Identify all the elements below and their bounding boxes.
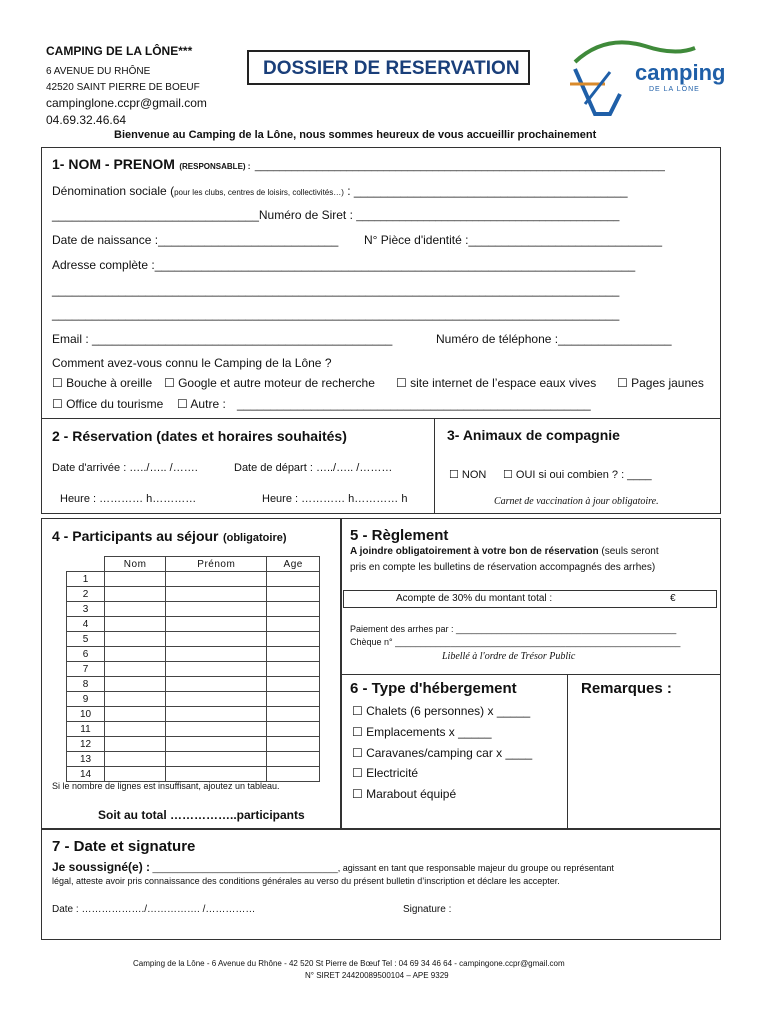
source-option-google[interactable]: ☐ Google et autre moteur de recherche [164,376,375,390]
participant-nom-cell[interactable] [105,647,166,662]
acompte-box[interactable] [343,590,717,608]
lodging-marabout[interactable]: ☐ Marabout équipé [352,787,457,801]
table-note: Si le nombre de lignes est insuffisant, ajoutez un tableau. [52,781,280,791]
section-1-title: 1- NOM - PRENOM (RESPONSABLE) : ___________________________________________________________________ [52,156,665,172]
source-option-word-of-mouth[interactable]: ☐ Bouche à oreille [52,376,153,390]
participant-row [67,722,320,737]
reglement-intro: A joindre obligatoirement à votre bon de réservation (seuls seront [350,546,659,557]
lodging-emplacements[interactable]: ☐ Emplacements x _____ [352,725,492,739]
participant-nom-cell[interactable] [105,677,166,692]
org-phone: 04.69.32.46.64 [46,113,127,127]
reglement-intro-2: pris en compte les bulletins de réservation accompagnés des arrhes) [350,562,656,573]
participant-age-cell[interactable] [267,737,320,752]
vaccination-note: Carnet de vaccination à jour obligatoire. [494,496,659,507]
participant-row [67,647,320,662]
id-piece-field[interactable]: N° Pièce d'identité :_____________________________ [364,233,663,247]
departure-date-field[interactable]: Date de départ : …../….. /……… [234,462,393,474]
section-4-title: 4 - Participants au séjour (obligatoire) [52,528,287,544]
source-option-website[interactable]: ☐ site internet de l’espace eaux vives [396,376,597,390]
section-2-title: 2 - Réservation (dates et horaires souhaités) [52,428,347,444]
arrival-date-field[interactable]: Date d'arrivée : …../….. /……. [52,462,198,474]
email-field[interactable]: Email : _____________________________________________ [52,332,393,346]
participant-row [67,617,320,632]
participant-age-cell[interactable] [267,572,320,587]
address-field[interactable]: Adresse complète :________________________________________________________________________ [52,258,636,272]
participant-nom-cell[interactable] [105,662,166,677]
participant-prenom-cell[interactable] [166,662,267,677]
participant-age-cell[interactable] [267,722,320,737]
denomination-field[interactable]: : _________________________________________ [347,184,628,198]
participant-nom-cell[interactable] [105,617,166,632]
participant-row [67,737,320,752]
participant-age-cell[interactable] [267,647,320,662]
participant-nom-cell[interactable] [105,587,166,602]
address-line-2[interactable]: _____________________________________________________________________________________ [52,283,620,297]
row-number: 11 [67,722,105,737]
lodging-caravanes[interactable]: ☐ Caravanes/camping car x ____ [352,746,533,760]
col-prenom: Prénom [166,557,267,572]
participant-age-cell[interactable] [267,767,320,782]
col-age: Age [267,557,320,572]
doc-title: DOSSIER DE RESERVATION [263,58,520,79]
row-number: 12 [67,737,105,752]
participant-nom-cell[interactable] [105,632,166,647]
participant-prenom-cell[interactable] [166,707,267,722]
currency-symbol: € [670,593,676,604]
participant-row [67,767,320,782]
participant-row [67,587,320,602]
payable-to: Libellé à l'ordre de Trésor Public [442,651,576,662]
participant-prenom-cell[interactable] [166,737,267,752]
doc-title-box [247,50,530,85]
row-number: 13 [67,752,105,767]
participant-nom-cell[interactable] [105,572,166,587]
remarks-box[interactable] [567,674,721,829]
source-other-field[interactable]: _____________________________________________________ [237,397,591,411]
participant-prenom-cell[interactable] [166,602,267,617]
participant-prenom-cell[interactable] [166,647,267,662]
participant-prenom-cell[interactable] [166,572,267,587]
participant-prenom-cell[interactable] [166,677,267,692]
footer-line-1: Camping de la Lône - 6 Avenue du Rhône - 42 520 St Pierre de Bœuf Tel : 04 69 34 46 64 - campingone.ccpr@gmail.com [133,959,565,968]
welcome-text: Bienvenue au Camping de la Lône, nous sommes heureux de vous accueillir prochainement [114,129,597,141]
signature-date-field[interactable]: Date : ………………./……………. /…………… [52,904,256,915]
participants-header-row [67,557,320,572]
camping-logo [565,34,725,124]
participant-prenom-cell[interactable] [166,692,267,707]
participant-nom-cell[interactable] [105,692,166,707]
participant-nom-cell[interactable] [105,752,166,767]
declaration-line-1: Je soussigné(e) : _____________________________________, agissant en tant que responsable majeur du groupe ou représentant [52,860,614,874]
address-line-3[interactable]: _____________________________________________________________________________________ [52,307,620,321]
corner-cell [67,557,105,572]
participant-nom-cell[interactable] [105,602,166,617]
declaration-line-2: légal, atteste avoir pris connaissance des conditions générales au verso du présent bulletin d’inscription et déclare les accepter. [52,876,560,886]
row-number: 8 [67,677,105,692]
remarks-title: Remarques : [581,680,672,697]
participant-age-cell[interactable] [267,677,320,692]
signature-field[interactable]: Signature : [403,904,452,915]
row-number: 2 [67,587,105,602]
pets-no-checkbox[interactable]: ☐ NON [449,469,487,481]
participant-nom-cell[interactable] [105,767,166,782]
row-number: 6 [67,647,105,662]
lodging-electricite[interactable]: ☐ Electricité [352,766,419,780]
acompte-label: Acompte de 30% du montant total : [396,593,553,604]
row-number: 5 [67,632,105,647]
siret-field[interactable]: ___________________________________________ [356,210,620,222]
signatory-name-field[interactable]: _____________________________________, agissant en tant que responsable majeur du groupe ou représentant [152,863,614,873]
source-option-tourism-office[interactable]: ☐ Office du tourisme [52,397,164,411]
participant-age-cell[interactable] [267,602,320,617]
denomination-row: Dénomination sociale (pour les clubs, centres de loisirs, collectivités…) : _________________________________________ [52,184,628,198]
cheque-number-field[interactable]: Chèque n° _________________________________________________________ [350,637,681,647]
participant-prenom-cell[interactable] [166,752,267,767]
name-field[interactable]: ___________________________________________________________________ [254,160,665,172]
phone-field[interactable]: Numéro de téléphone :_________________ [436,332,672,346]
logo-word: camping [635,60,726,85]
participant-prenom-cell[interactable] [166,767,267,782]
participant-age-cell[interactable] [267,662,320,677]
participant-nom-cell[interactable] [105,722,166,737]
participant-row [67,752,320,767]
participant-age-cell[interactable] [267,632,320,647]
participant-row [67,572,320,587]
source-option-pages-jaunes[interactable]: ☐ Pages jaunes [617,376,704,390]
row-number: 10 [67,707,105,722]
participant-row [67,602,320,617]
col-nom: Nom [105,557,166,572]
org-address-1: 6 AVENUE DU RHÔNE [46,66,151,77]
participant-prenom-cell[interactable] [166,722,267,737]
participant-prenom-cell[interactable] [166,632,267,647]
participant-nom-cell[interactable] [105,707,166,722]
participant-row [67,632,320,647]
participant-row [67,692,320,707]
participant-nom-cell[interactable] [105,737,166,752]
org-name: CAMPING DE LA LÔNE*** [46,44,193,58]
row-number: 1 [67,572,105,587]
participant-prenom-cell[interactable] [166,587,267,602]
org-email: campinglone.ccpr@gmail.com [46,96,207,110]
section-6-title: 6 - Type d'hébergement [350,680,517,697]
logo-sub: DE LA LÔNE [649,86,700,93]
pets-yes-checkbox[interactable]: ☐ OUI si oui combien ? : ____ [503,469,652,481]
participant-age-cell[interactable] [267,692,320,707]
birth-date-field[interactable]: Date de naissance :___________________________ [52,233,339,247]
section-5-title: 5 - Règlement [350,527,449,544]
row-number: 4 [67,617,105,632]
participants-total-field[interactable]: Soit au total ……………..participants [98,808,305,822]
section-3-title: 3- Animaux de compagnie [447,427,620,443]
row-number: 7 [67,662,105,677]
row-number: 9 [67,692,105,707]
payment-method-field[interactable]: Paiement des arrhes par : ____________________________________________ [350,624,677,634]
row-number: 3 [67,602,105,617]
row-number: 14 [67,767,105,782]
participant-row [67,707,320,722]
source-option-other[interactable]: ☐ Autre : [177,397,226,411]
how-question: Comment avez-vous connu le Camping de la Lône ? [52,356,332,370]
arrival-time-field[interactable]: Heure : ………… h………… [60,493,197,505]
participant-age-cell[interactable] [267,587,320,602]
denomination-field-cont[interactable]: _______________________________ [52,208,259,222]
participant-age-cell[interactable] [267,617,320,632]
participant-row [67,677,320,692]
footer-line-2: N° SIRET 24420089500104 – APE 9329 [305,971,449,980]
section-7-title: 7 - Date et signature [52,838,196,855]
departure-time-field[interactable]: Heure : ………… h………… h [262,493,408,505]
lodging-chalets[interactable]: ☐ Chalets (6 personnes) x _____ [352,704,531,718]
siret-row: _______________________________Numéro de Siret : ___________________________________________ [52,208,620,222]
participant-age-cell[interactable] [267,752,320,767]
participant-row [67,662,320,677]
participant-age-cell[interactable] [267,707,320,722]
org-address-2: 42520 SAINT PIERRE DE BOEUF [46,82,200,93]
participant-prenom-cell[interactable] [166,617,267,632]
participants-table [66,556,320,782]
